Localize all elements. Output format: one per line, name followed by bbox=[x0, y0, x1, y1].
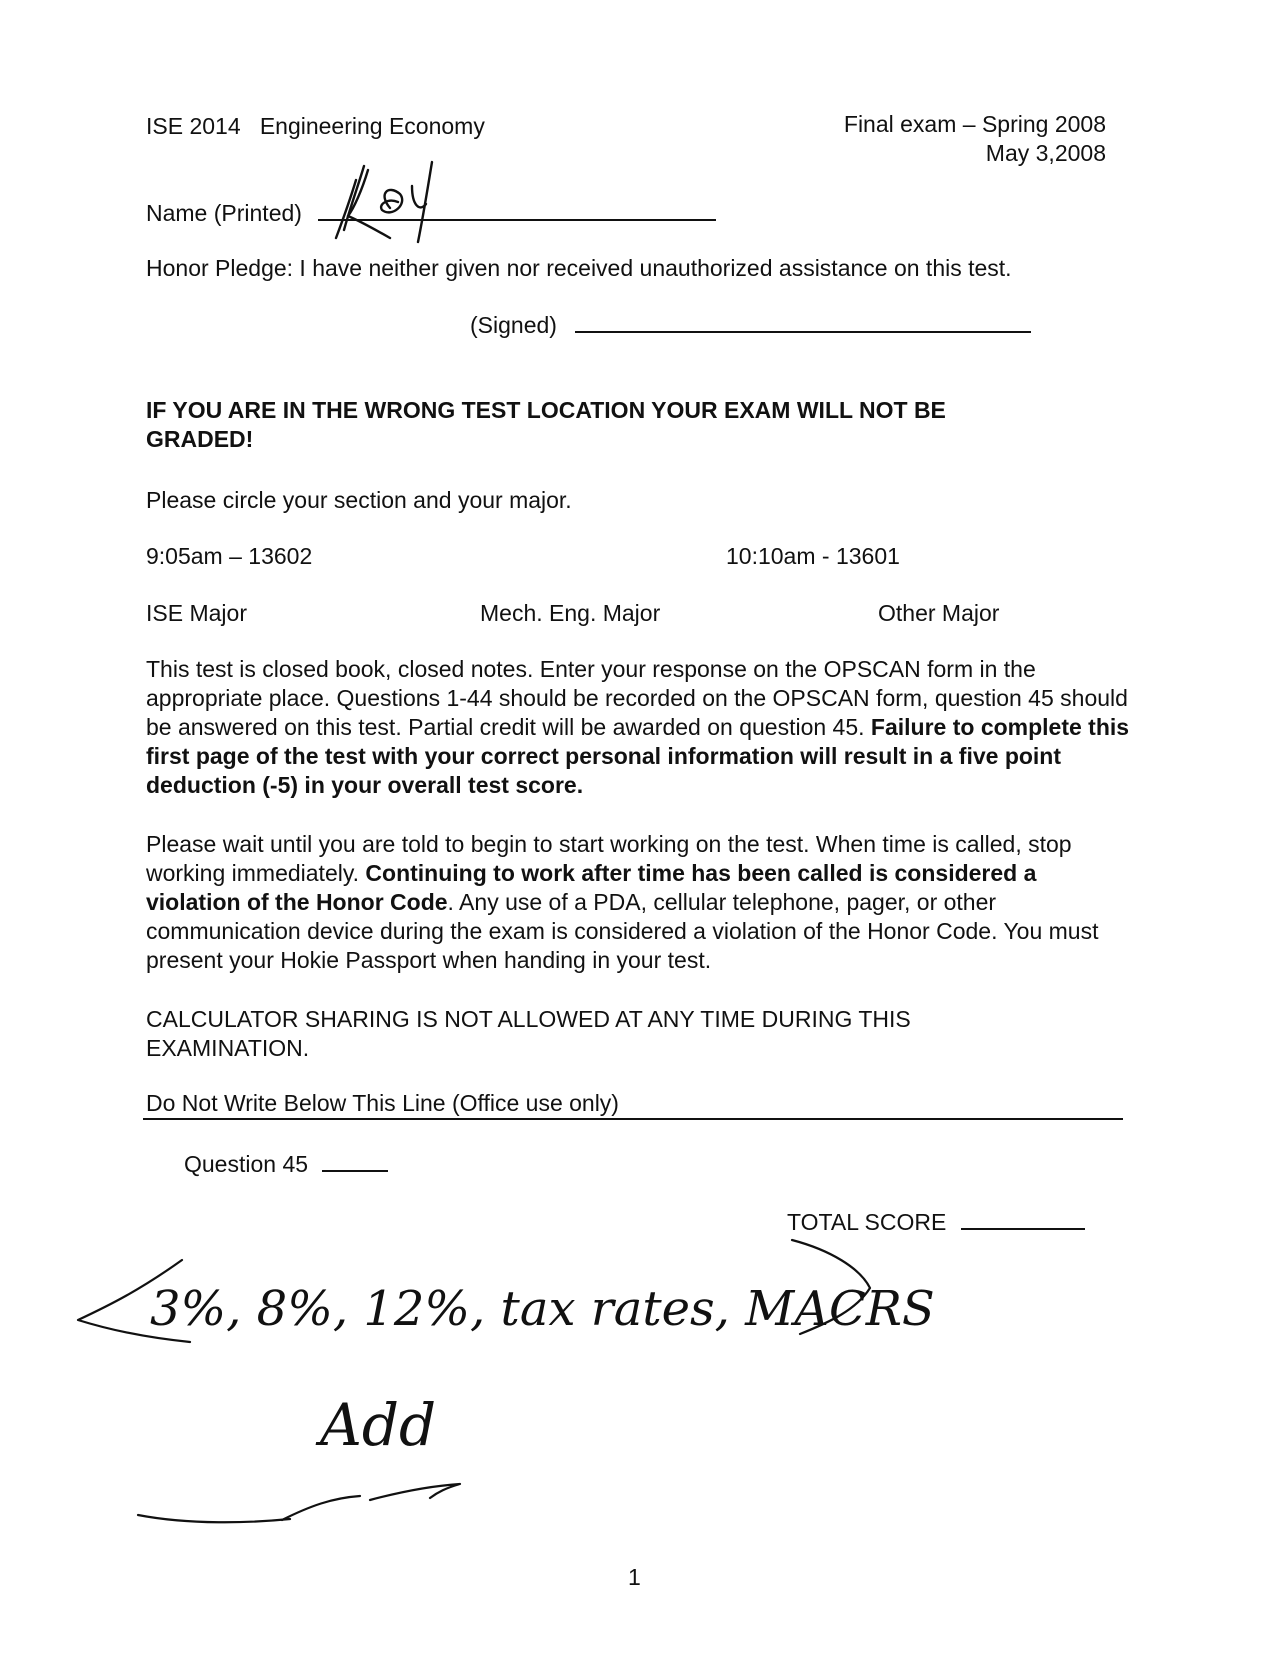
course-name: Engineering Economy bbox=[259, 113, 485, 139]
calculator-policy: CALCULATOR SHARING IS NOT ALLOWED AT ANY TIME DURING THIS EXAMINATION. bbox=[146, 1006, 911, 1061]
name-label: Name (Printed) bbox=[146, 200, 302, 226]
total-score-label: TOTAL SCORE bbox=[787, 1209, 947, 1235]
handwritten-line-1: 3%, 8%, 12%, tax rates, MACRS bbox=[150, 1281, 935, 1337]
page-number: 1 bbox=[628, 1564, 641, 1590]
signed-label: (Signed) bbox=[470, 312, 557, 338]
total-score-field[interactable] bbox=[961, 1228, 1085, 1230]
signature-field[interactable] bbox=[575, 331, 1031, 333]
handwritten-note bbox=[70, 1230, 935, 1537]
office-use-label: Do Not Write Below This Line (Office use only) bbox=[146, 1090, 619, 1116]
question-45-label: Question 45 bbox=[184, 1151, 309, 1177]
honor-code-warning: Continuing to work after time has been called is considered a violation of the Honor Code bbox=[146, 860, 1037, 915]
major-option-mech[interactable]: Mech. Eng. Major bbox=[480, 600, 661, 626]
signed-row bbox=[470, 311, 1031, 340]
honor-pledge: Honor Pledge: I have neither given nor received unauthorized assistance on this test. bbox=[146, 255, 1012, 281]
total-score-row bbox=[787, 1208, 1085, 1237]
section-option-0905[interactable]: 9:05am – 13602 bbox=[146, 543, 313, 569]
office-use-divider bbox=[143, 1118, 1123, 1120]
exam-date: May 3,2008 bbox=[985, 140, 1106, 166]
question-45-row bbox=[184, 1150, 388, 1179]
course-code: ISE 2014 bbox=[146, 113, 241, 139]
major-option-other[interactable]: Other Major bbox=[878, 600, 1000, 626]
name-row bbox=[146, 199, 716, 228]
handwritten-line-2: Add bbox=[320, 1391, 437, 1459]
name-field[interactable] bbox=[318, 219, 716, 221]
question-45-score-field[interactable] bbox=[322, 1170, 388, 1172]
major-option-ise[interactable]: ISE Major bbox=[146, 600, 247, 626]
instructions-paragraph-1 bbox=[146, 655, 1136, 800]
deduction-warning: Failure to complete this first page of the test with your correct personal information will result in a five point deduction (-5) in your overall test score. bbox=[146, 714, 1130, 798]
circle-prompt: Please circle your section and your major. bbox=[146, 487, 572, 513]
course-header bbox=[146, 112, 485, 141]
warning-line-1: IF YOU ARE IN THE WRONG TEST LOCATION YOUR EXAM WILL NOT BE bbox=[146, 397, 946, 423]
device-policy-text: . Any use of a PDA, cellular telephone, pager, or other communication device during the exam is considered a violation of the Honor Code. You must present your Hokie Passport when handing in your test. bbox=[146, 889, 1099, 973]
exam-title: Final exam – Spring 2008 bbox=[843, 111, 1106, 137]
instructions-paragraph-2 bbox=[146, 830, 1126, 975]
timing-text: Please wait until you are told to begin to start working on the test. When time is called, stop working immediately. bbox=[146, 831, 1072, 886]
exam-info bbox=[844, 110, 1106, 168]
section-option-1010[interactable]: 10:10am - 13601 bbox=[726, 543, 900, 569]
warning-line-2: GRADED! bbox=[146, 426, 254, 452]
location-warning bbox=[146, 396, 1146, 454]
instructions-text: This test is closed book, closed notes. Enter your response on the OPSCAN form in the appropriate place. Questions 1-44 should be recorded on the OPSCAN form, question 45 should be answered on this test. Partial credit will be awarded on question 45. bbox=[146, 656, 1128, 740]
